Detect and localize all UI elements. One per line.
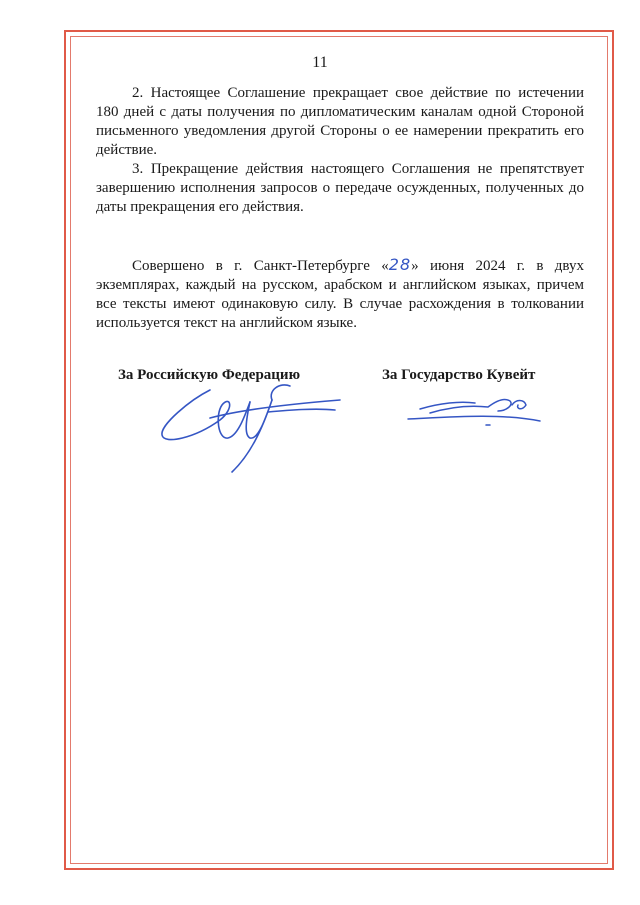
handwritten-day: 28	[388, 255, 412, 274]
document-body	[96, 84, 584, 333]
paragraph-done-at	[96, 255, 584, 333]
paragraph-termination: 2. Настоящее Соглашение прекращает свое действие по истечении 180 дней с даты получения по дипломатическим каналам одной Стороной письменного уведомления другой Стороны о ее намерении прекратить его действие.	[96, 85, 584, 158]
signature-kuwait	[400, 385, 550, 435]
signature-label-kuwait: За Государство Кувейт	[382, 367, 536, 383]
spacer	[96, 217, 584, 255]
page-number: 11	[312, 54, 328, 71]
signature-russia	[150, 360, 350, 480]
signature-label-russia: За Российскую Федерацию	[118, 367, 301, 383]
done-at-text-end: » июня 2024 г. в двух экземплярах, каждый на русском, арабском и английском языках, причем все тексты имеют одинаковую силу. В случае расхождения в толковании используется текст на английском языке.	[96, 258, 584, 331]
done-at-text-start: Совершено в г. Санкт-Петербурге «	[132, 258, 389, 274]
paragraph-termination-effect: 3. Прекращение действия настоящего Соглашения не препятствует завершению исполнения запросов о передаче осужденных, полученных до даты прекращения его действия.	[96, 161, 584, 215]
